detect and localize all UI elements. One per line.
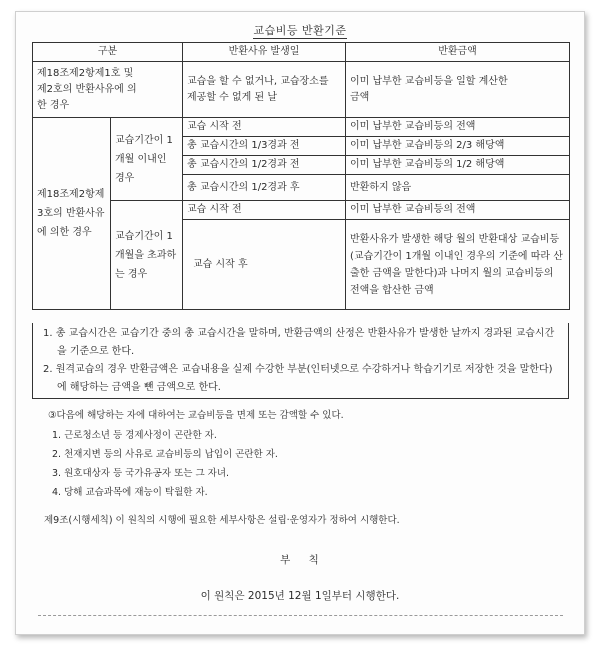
section3-item: 4. 당해 교습과목에 재능이 탁월한 자. bbox=[52, 487, 208, 498]
sub1-occurrence: 총 교습시간의 1/2경과 전 bbox=[183, 156, 346, 175]
header-category: 구분 bbox=[33, 43, 183, 62]
case1-amount: 이미 납부한 교습비등을 일할 계산한 금액 bbox=[346, 62, 570, 118]
section3-heading: ③다음에 해당하는 자에 대하여는 교습비등을 면제 또는 감액할 수 있다. bbox=[48, 410, 344, 421]
case1-label: 제18조제2항제1호 및 제2호의 반환사유에 의한 경우 bbox=[33, 62, 183, 118]
sub2-occurrence: 교습 시작 전 bbox=[183, 201, 346, 220]
document-title: 교습비등 반환기준 bbox=[253, 24, 347, 37]
header-occurrence: 반환사유 발생일 bbox=[183, 43, 346, 62]
note-1: 1. 총 교습시간은 교습기간 중의 총 교습시간을 말하며, 반환금액의 산정은 반환사유가 발생한 날까지 경과된 교습시간을 기준으로 한다. bbox=[43, 328, 555, 357]
table-notes bbox=[32, 323, 569, 399]
sub2-label: 교습기간이 1개월을 초과하는 경우 bbox=[111, 201, 183, 310]
effective-date: 이 원칙은 2015년 12월 1일부터 시행한다. bbox=[200, 590, 400, 602]
table-header-row bbox=[33, 43, 570, 62]
case1-occurrence: 교습을 할 수 없거나, 교습장소를 제공할 수 없게 된 날 bbox=[183, 62, 346, 118]
refund-table bbox=[32, 42, 570, 310]
sub2-amount: 반환사유가 발생한 해당 월의 반환대상 교습비등(교습기간이 1개월 이내인 경우의 기준에 따라 산출한 금액을 말한다)과 나머지 월의 교습비등의 전액을 합산한 금액 bbox=[346, 220, 570, 310]
sub1-occurrence: 총 교습시간의 1/2경과 후 bbox=[183, 175, 346, 201]
sub1-occurrence: 교습 시작 전 bbox=[183, 118, 346, 137]
sub1-amount: 반환하지 않음 bbox=[346, 175, 570, 201]
table-row bbox=[33, 118, 570, 137]
header-amount: 반환금액 bbox=[346, 43, 570, 62]
sub1-occurrence: 총 교습시간의 1/3경과 전 bbox=[183, 137, 346, 156]
sub2-amount: 이미 납부한 교습비등의 전액 bbox=[346, 201, 570, 220]
sub1-amount: 이미 납부한 교습비등의 1/2 해당액 bbox=[346, 156, 570, 175]
note-2: 2. 원격교습의 경우 반환금액은 교습내용을 실제 수강한 부분(인터넷으로 수강하거나 학습기기로 저장한 것을 말한다)에 해당하는 금액을 뺀 금액으로 한다. bbox=[43, 364, 553, 393]
sub2-occurrence: 교습 시작 후 bbox=[183, 220, 346, 310]
section3-item: 2. 천재지변 등의 사유로 교습비등의 납입이 곤란한 자. bbox=[52, 449, 278, 460]
sub1-amount: 이미 납부한 교습비등의 전액 bbox=[346, 118, 570, 137]
article-9: 제9조(시행세칙) 이 원칙의 시행에 필요한 세부사항은 설립·운영자가 정하여 시행한다. bbox=[44, 515, 400, 526]
dashed-divider bbox=[38, 615, 563, 616]
case2-label: 제18조제2항제3호의 반환사유에 의한 경우 bbox=[33, 118, 111, 310]
table-row bbox=[33, 201, 570, 220]
section3-item: 3. 원호대상자 등 국가유공자 또는 그 자녀. bbox=[52, 468, 230, 479]
sub1-label: 교습기간이 1개월 이내인 경우 bbox=[111, 118, 183, 201]
section3-item: 1. 근로청소년 등 경제사정이 곤란한 자. bbox=[52, 430, 217, 441]
supplementary-heading: 부 칙 bbox=[280, 554, 320, 566]
sub1-amount: 이미 납부한 교습비등의 2/3 해당액 bbox=[346, 137, 570, 156]
table-row bbox=[33, 62, 570, 118]
